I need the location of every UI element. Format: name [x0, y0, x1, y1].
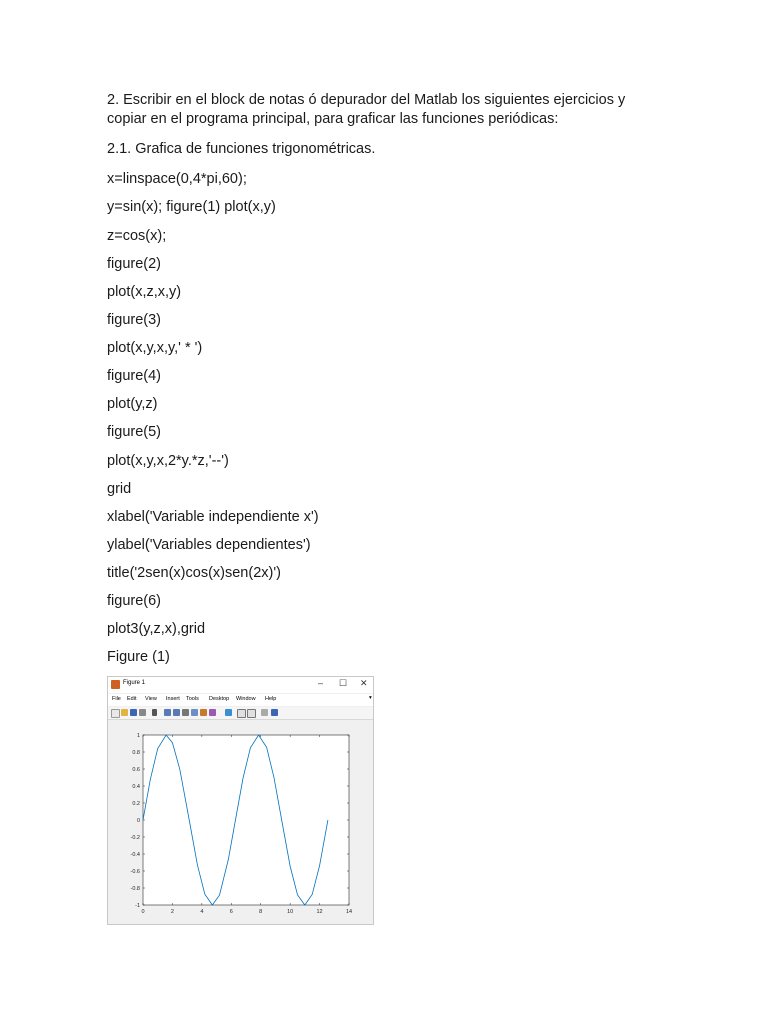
code-line: plot(x,y,x,y,' * '): [107, 340, 203, 356]
code-line: figure(2): [107, 256, 161, 272]
close-button[interactable]: ✕: [360, 678, 368, 688]
x-tick-label: 12: [316, 909, 323, 915]
new-figure-icon[interactable]: [111, 709, 120, 718]
code-line: y=sin(x); figure(1) plot(x,y): [107, 199, 276, 215]
axes-box: [143, 735, 349, 905]
code-line: figure(6): [107, 593, 161, 609]
y-tick-label: -0.6: [130, 869, 140, 875]
code-line: x=linspace(0,4*pi,60);: [107, 171, 247, 187]
show-plot-tools-icon[interactable]: [271, 709, 278, 716]
y-tick-label: -1: [135, 903, 140, 909]
edit-plot-arrow-icon[interactable]: [152, 709, 157, 716]
figure-toolbar: [108, 707, 373, 720]
y-tick-label: 0.8: [132, 750, 140, 756]
y-tick-label: 0.2: [132, 801, 140, 807]
plot-area: [108, 720, 373, 924]
code-line: figure(3): [107, 312, 161, 328]
code-line: Figure (1): [107, 649, 170, 665]
intro-paragraph: [107, 91, 667, 129]
open-file-icon[interactable]: [121, 709, 128, 716]
y-tick-label: -0.2: [130, 835, 140, 841]
menu-tools[interactable]: Tools: [186, 696, 199, 702]
figure-titlebar: [108, 677, 373, 693]
rotate-3d-icon[interactable]: [191, 709, 198, 716]
maximize-button[interactable]: ☐: [339, 678, 348, 688]
code-line: plot(x,z,x,y): [107, 284, 182, 300]
y-tick-label: 0: [136, 818, 140, 824]
matlab-figure-icon: [111, 680, 120, 689]
menu-view[interactable]: View: [145, 696, 157, 702]
figure-title: Figure 1: [123, 680, 146, 686]
code-line: ylabel('Variables dependientes'): [107, 537, 311, 553]
zoom-in-icon[interactable]: [164, 709, 171, 716]
x-tick-label: 4: [200, 909, 204, 915]
code-line: grid: [107, 481, 132, 497]
menu-overflow-arrow-icon[interactable]: ▾: [369, 695, 372, 701]
menu-window[interactable]: Window: [236, 696, 256, 702]
zoom-out-icon[interactable]: [173, 709, 180, 716]
sine-chart: [108, 720, 373, 924]
menu-help[interactable]: Help: [265, 696, 277, 702]
pan-icon[interactable]: [182, 709, 189, 716]
x-tick-label: 14: [345, 909, 353, 915]
code-line: figure(5): [107, 424, 161, 440]
matlab-figure-window: [107, 676, 374, 925]
code-line: plot(x,y,x,2*y.*z,'--'): [107, 453, 229, 469]
y-tick-label: -0.8: [130, 886, 140, 892]
code-line: plot3(y,z,x),grid: [107, 621, 206, 637]
data-cursor-icon[interactable]: [200, 709, 207, 716]
menu-edit[interactable]: Edit: [127, 696, 137, 702]
x-tick-label: 8: [259, 909, 263, 915]
y-tick-label: 0.6: [132, 767, 140, 773]
x-tick-label: 10: [287, 909, 294, 915]
code-line: z=cos(x);: [107, 228, 167, 244]
figure-menubar: [108, 694, 373, 706]
intro-line-1: 2. Escribir en el block de notas ó depurador del Matlab los siguientes ejercicios y: [107, 92, 626, 108]
minimize-button[interactable]: –: [318, 678, 324, 688]
hide-plot-tools-icon[interactable]: [261, 709, 268, 716]
save-icon[interactable]: [130, 709, 137, 716]
menu-desktop[interactable]: Desktop: [209, 696, 230, 702]
y-tick-label: -0.4: [130, 852, 140, 858]
code-line: xlabel('Variable independiente x'): [107, 509, 319, 525]
section-heading: 2.1. Grafica de funciones trigonométricas.: [107, 141, 376, 157]
insert-legend-icon[interactable]: [247, 709, 256, 718]
code-line: figure(4): [107, 368, 161, 384]
brush-icon[interactable]: [209, 709, 216, 716]
insert-colorbar-icon[interactable]: [237, 709, 246, 718]
intro-line-2: copiar en el programa principal, para graficar las funciones periódicas:: [107, 111, 559, 127]
x-tick-label: 6: [229, 909, 233, 915]
x-tick-label: 0: [141, 909, 145, 915]
x-tick-label: 2: [170, 909, 174, 915]
y-tick-label: 1: [136, 733, 140, 739]
code-line: plot(y,z): [107, 396, 158, 412]
print-icon[interactable]: [139, 709, 146, 716]
menu-file[interactable]: File: [112, 696, 121, 702]
y-tick-label: 0.4: [132, 784, 140, 790]
menu-insert[interactable]: Insert: [166, 696, 180, 702]
code-line: title('2sen(x)cos(x)sen(2x)'): [107, 565, 281, 581]
link-plot-icon[interactable]: [225, 709, 232, 716]
